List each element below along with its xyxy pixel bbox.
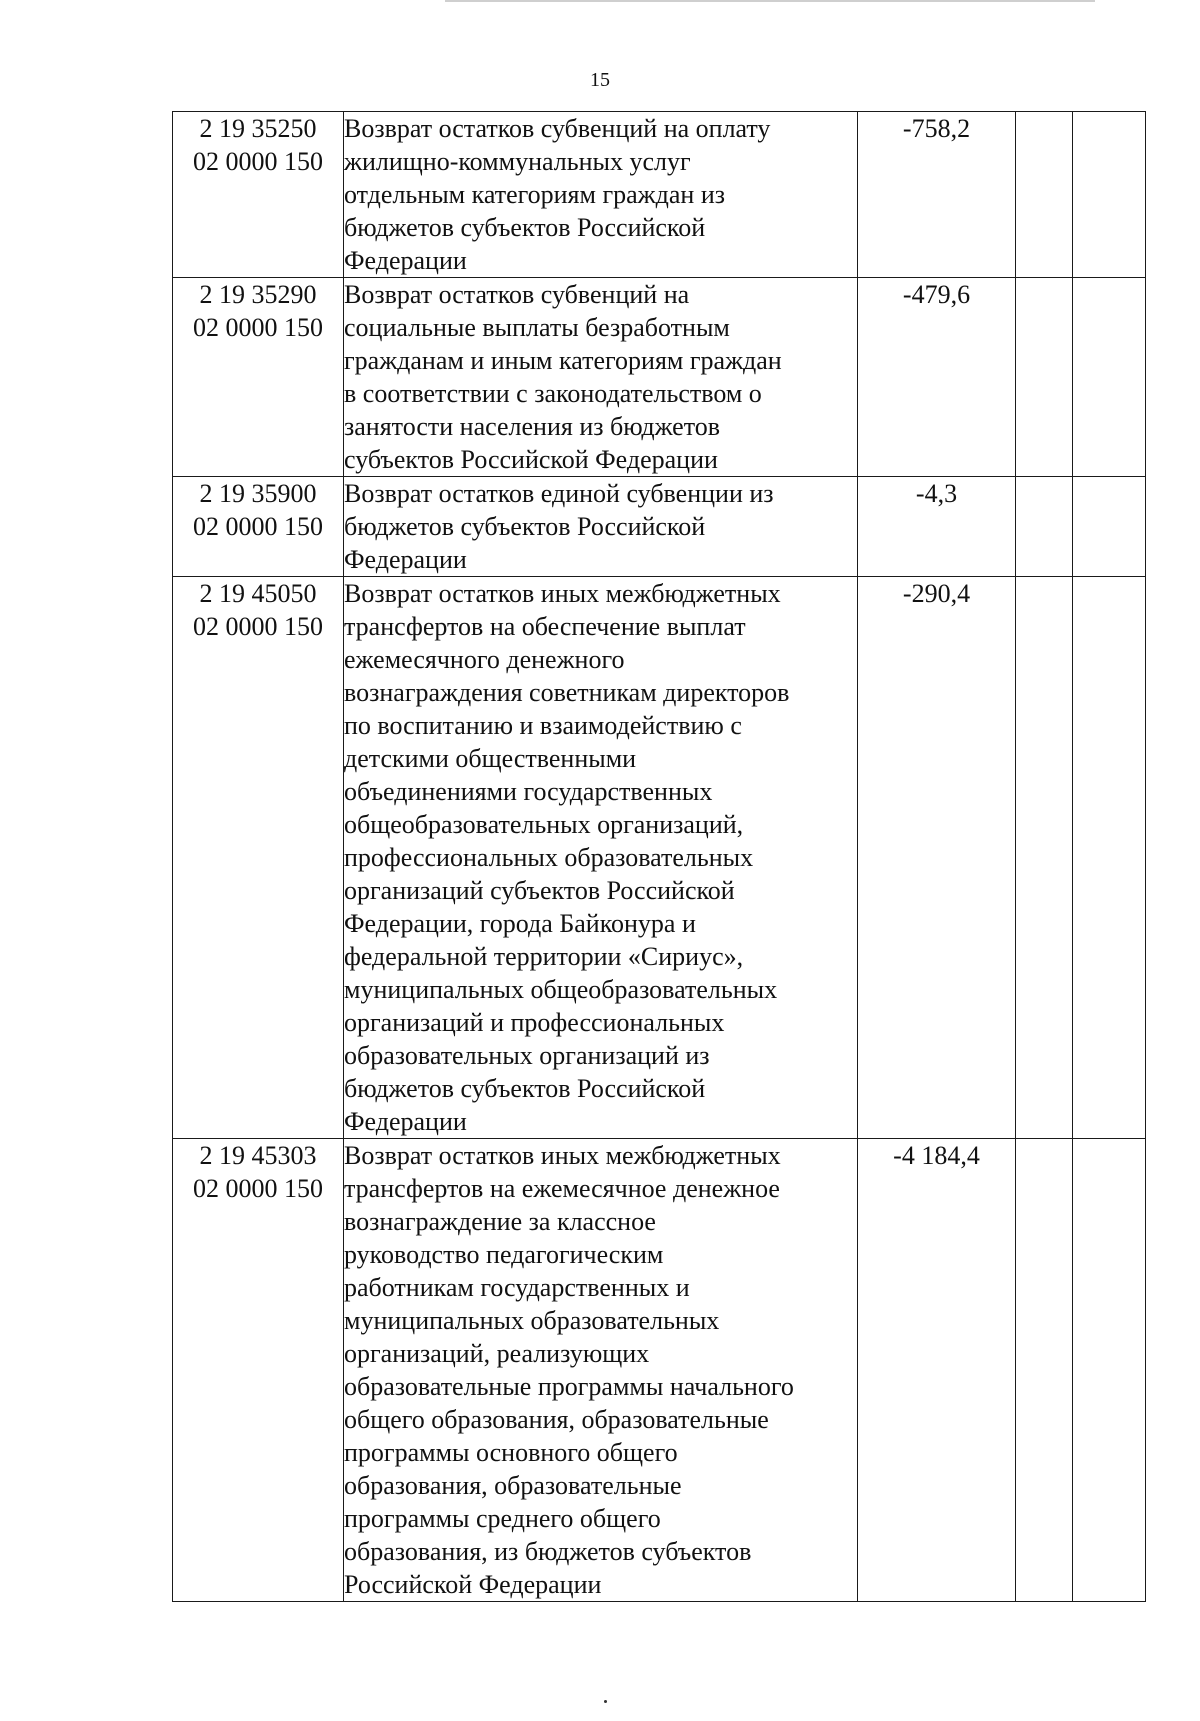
name-cell bbox=[344, 112, 858, 278]
name-line: трансфертов на обеспечение выплат bbox=[344, 612, 746, 641]
name-line: социальные выплаты безработным bbox=[344, 313, 730, 342]
code-line: 02 0000 150 bbox=[193, 512, 323, 541]
name-line: муниципальных общеобразовательных bbox=[344, 975, 778, 1004]
name-line: образования, образовательные bbox=[344, 1471, 682, 1500]
name-line: организаций и профессиональных bbox=[344, 1008, 725, 1037]
empty-cell bbox=[1016, 1139, 1073, 1602]
name-line: жилищно-коммунальных услуг bbox=[344, 147, 691, 176]
table-row bbox=[173, 1139, 1146, 1602]
empty-cell bbox=[1073, 112, 1146, 278]
table-row bbox=[173, 477, 1146, 577]
code-line: 2 19 45303 bbox=[199, 1141, 317, 1170]
name-cell bbox=[344, 577, 858, 1139]
table-row bbox=[173, 278, 1146, 477]
empty-cell bbox=[1016, 278, 1073, 477]
name-line: профессиональных образовательных bbox=[344, 843, 754, 872]
name-line: Российской Федерации bbox=[344, 1570, 602, 1599]
code-line: 02 0000 150 bbox=[193, 1174, 323, 1203]
page-number: 15 bbox=[590, 69, 610, 91]
code-line: 02 0000 150 bbox=[193, 147, 323, 176]
empty-cell bbox=[1073, 477, 1146, 577]
name-line: вознаграждение за классное bbox=[344, 1207, 656, 1236]
name-line: руководство педагогическим bbox=[344, 1240, 664, 1269]
name-cell bbox=[344, 477, 858, 577]
name-line: образования, из бюджетов субъектов bbox=[344, 1537, 752, 1566]
name-line: Возврат остатков иных межбюджетных bbox=[344, 1141, 781, 1170]
name-line: Возврат остатков иных межбюджетных bbox=[344, 579, 781, 608]
code-cell bbox=[173, 1139, 344, 1602]
name-line: организаций, реализующих bbox=[344, 1339, 650, 1368]
scan-dot bbox=[604, 1700, 607, 1703]
name-line: Возврат остатков субвенций на bbox=[344, 280, 690, 309]
scan-edge-line bbox=[445, 0, 1095, 2]
name-line: бюджетов субъектов Российской bbox=[344, 213, 706, 242]
code-line: 2 19 35290 bbox=[199, 280, 317, 309]
empty-cell bbox=[1016, 112, 1073, 278]
name-line: Федерации, города Байконура и bbox=[344, 909, 696, 938]
name-line: образовательные программы начального bbox=[344, 1372, 794, 1401]
name-line: общеобразовательных организаций, bbox=[344, 810, 744, 839]
name-line: детскими общественными bbox=[344, 744, 637, 773]
name-line: Возврат остатков единой субвенции из bbox=[344, 479, 774, 508]
name-line: гражданам и иным категориям граждан bbox=[344, 346, 782, 375]
code-cell bbox=[173, 112, 344, 278]
code-cell bbox=[173, 477, 344, 577]
amount-cell: -290,4 bbox=[858, 577, 1016, 1139]
name-line: бюджетов субъектов Российской bbox=[344, 1074, 706, 1103]
name-line: работникам государственных и bbox=[344, 1273, 690, 1302]
table-row bbox=[173, 577, 1146, 1139]
empty-cell bbox=[1073, 278, 1146, 477]
name-line: объединениями государственных bbox=[344, 777, 713, 806]
table-body bbox=[173, 112, 1146, 1602]
name-line: программы основного общего bbox=[344, 1438, 678, 1467]
code-line: 2 19 45050 bbox=[199, 579, 317, 608]
name-line: бюджетов субъектов Российской bbox=[344, 512, 706, 541]
code-line: 02 0000 150 bbox=[193, 313, 323, 342]
name-line: вознаграждения советникам директоров bbox=[344, 678, 790, 707]
name-line: общего образования, образовательные bbox=[344, 1405, 769, 1434]
name-line: отдельным категориям граждан из bbox=[344, 180, 725, 209]
name-line: Федерации bbox=[344, 246, 467, 275]
empty-cell bbox=[1016, 477, 1073, 577]
code-line: 2 19 35900 bbox=[199, 479, 317, 508]
amount-cell: -758,2 bbox=[858, 112, 1016, 278]
code-line: 2 19 35250 bbox=[199, 114, 317, 143]
name-line: по воспитанию и взаимодействию с bbox=[344, 711, 742, 740]
name-line: в соответствии с законодательством о bbox=[344, 379, 762, 408]
name-cell bbox=[344, 278, 858, 477]
name-line: федеральной территории «Сириус», bbox=[344, 942, 744, 971]
name-line: Федерации bbox=[344, 1107, 467, 1136]
budget-table bbox=[172, 111, 1146, 1602]
name-line: организаций субъектов Российской bbox=[344, 876, 735, 905]
name-line: Возврат остатков субвенций на оплату bbox=[344, 114, 771, 143]
amount-cell: -479,6 bbox=[858, 278, 1016, 477]
name-line: субъектов Российской Федерации bbox=[344, 445, 718, 474]
name-line: Федерации bbox=[344, 545, 467, 574]
name-line: трансфертов на ежемесячное денежное bbox=[344, 1174, 780, 1203]
code-line: 02 0000 150 bbox=[193, 612, 323, 641]
name-line: ежемесячного денежного bbox=[344, 645, 625, 674]
name-cell bbox=[344, 1139, 858, 1602]
empty-cell bbox=[1073, 1139, 1146, 1602]
name-line: занятости населения из бюджетов bbox=[344, 412, 721, 441]
table-row bbox=[173, 112, 1146, 278]
name-line: программы среднего общего bbox=[344, 1504, 661, 1533]
name-line: образовательных организаций из bbox=[344, 1041, 710, 1070]
amount-cell: -4,3 bbox=[858, 477, 1016, 577]
empty-cell bbox=[1073, 577, 1146, 1139]
amount-cell: -4 184,4 bbox=[858, 1139, 1016, 1602]
empty-cell bbox=[1016, 577, 1073, 1139]
name-line: муниципальных образовательных bbox=[344, 1306, 720, 1335]
code-cell bbox=[173, 577, 344, 1139]
code-cell bbox=[173, 278, 344, 477]
